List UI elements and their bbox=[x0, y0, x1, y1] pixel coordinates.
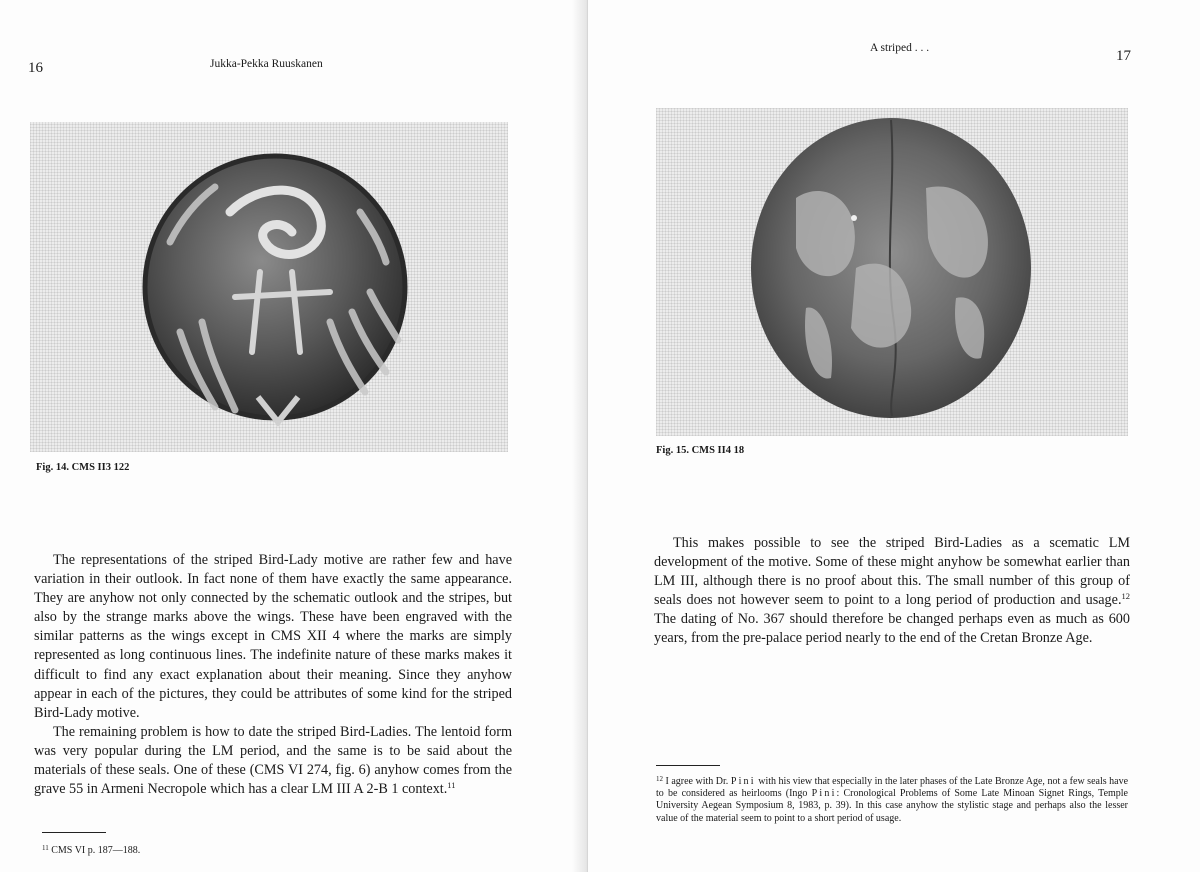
page-number-left: 16 bbox=[28, 60, 43, 76]
running-head-title: A striped . . . bbox=[870, 42, 930, 54]
footnote-ref-11[interactable]: 11 bbox=[447, 780, 456, 791]
left-body-text bbox=[34, 551, 512, 799]
right-page bbox=[588, 0, 1200, 872]
footnote-ref-12[interactable]: 12 bbox=[1121, 591, 1130, 602]
footnote-12-name-1: Pini bbox=[730, 776, 756, 787]
figure-14-photo bbox=[30, 122, 508, 452]
footnote-12-text-2: with his view that especially in the later phases of the Late Bronze Age, not a few seals have to be considered as heirlooms (Ingo bbox=[656, 776, 1129, 800]
paragraph-3 bbox=[654, 534, 1130, 649]
footnote-11-text: CMS VI p. 187—188. bbox=[51, 845, 141, 856]
left-page bbox=[0, 0, 588, 872]
paragraph-3-text-b: The dating of No. 367 should therefore be changed perhaps even as much as 600 years, from the pre-palace period nearly to the end of the Cretan Bronze Age. bbox=[654, 611, 1130, 647]
footnote-11 bbox=[42, 845, 482, 857]
seal-image-fig14 bbox=[30, 122, 508, 452]
paragraph-2-text: The remaining problem is how to date the striped Bird-Ladies. The lentoid form was very popular during the LM period, and the same is to be said about the materials of these seals. One of these (CMS VI 274, fig. 6) anyhow comes from the grave 55 in Armeni Necropole which has a clear LM III A 2-B 1 context. bbox=[34, 723, 512, 798]
right-body-text bbox=[654, 534, 1130, 649]
paragraph-1: The representations of the striped Bird-Lady motive are rather few and have variation in their outlook. In fact none of them have exactly the same appearance. They are anyhow not only connected by the schematic outlook and the stripes, but also by the strange marks above the wings. These have been engraved with the similar patterns as the wings except in CMS XII 4 where the marks are simply represented as long continuous lines. The indefinite nature of these marks makes it difficult to find any exact explanation about their meaning. Since they anyhow appear in each of the pictures, they could be attributes of some kind for the striped Bird-Lady motive. bbox=[34, 552, 512, 721]
paragraph-3-text-a: This makes possible to see the striped Bird-Ladies as a scematic LM development of the motive. Some of these might anyhow be somewhat earlier than LM III, although there is no proof about this. The small number of this group of seals does not however seem to point to a long period of production and usage. bbox=[654, 535, 1130, 609]
footnote-marker-12: 12 bbox=[656, 775, 663, 783]
running-head-author: Jukka-Pekka Ruuskanen bbox=[210, 58, 323, 70]
figure-14-caption: Fig. 14. CMS II3 122 bbox=[36, 462, 130, 473]
figure-15-photo bbox=[656, 108, 1128, 436]
seal-image-fig15 bbox=[656, 108, 1128, 436]
footnote-rule-right bbox=[656, 765, 720, 766]
figure-15-caption: Fig. 15. CMS II4 18 bbox=[656, 445, 745, 456]
footnote-marker-11: 11 bbox=[42, 844, 49, 852]
footnote-12-text-3: : Cronological Problems of Some Late Minoan Signet Rings, Temple University Aegean Symposium 8, 1983, p. 39). In this case anyhow the stylistic stage and perhaps also the lesser value of the material seem to point to a short period of usage. bbox=[656, 788, 1128, 824]
footnote-rule-left bbox=[42, 832, 106, 833]
footnote-12 bbox=[656, 776, 1128, 825]
paragraph-2 bbox=[34, 723, 512, 799]
footnote-12-text-1: I agree with Dr. bbox=[665, 776, 729, 787]
footnote-12-name-2: Pini bbox=[811, 788, 837, 800]
page-number-right: 17 bbox=[1116, 48, 1131, 64]
